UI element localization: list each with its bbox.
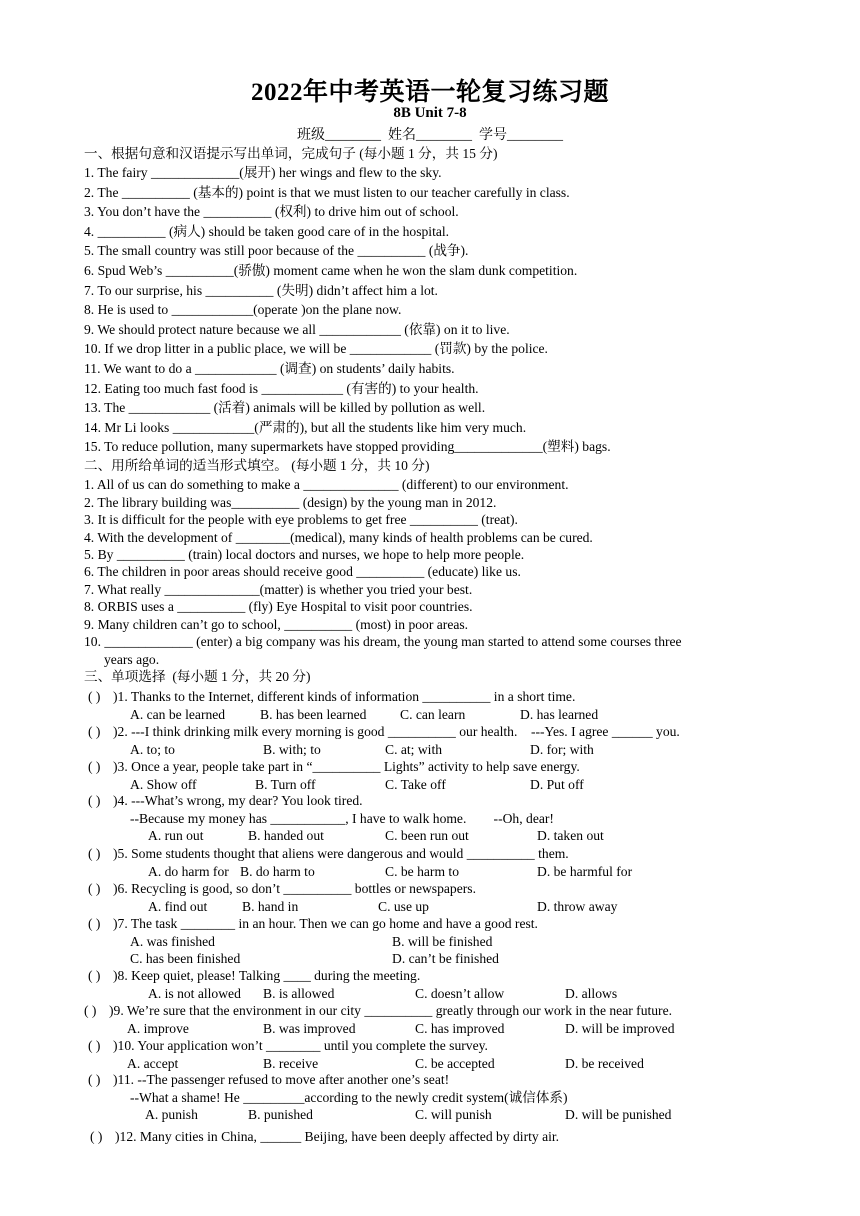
option[interactable]: B. with; to (263, 741, 321, 757)
option[interactable]: A. do harm for (148, 863, 229, 879)
question-stem: )2. ---I think drinking milk every morning is good __________ our health. ---Yes. I agree ______ you. (113, 724, 680, 739)
option[interactable]: B. do harm to (240, 863, 315, 879)
question-stem: )8. Keep quiet, please! Talking ____ during the meeting. (113, 968, 421, 983)
fill-in-sentence: 1. All of us can do something to make a ______________ (different) to our environment. (84, 477, 569, 492)
option[interactable]: D. will be improved (565, 1020, 675, 1036)
answer-blank[interactable]: ( ) (88, 689, 101, 704)
answer-blank[interactable]: ( ) (88, 968, 101, 983)
fill-in-sentence: 8. ORBIS uses a __________ (fly) Eye Hospital to visit poor countries. (84, 599, 473, 614)
option[interactable]: C. be accepted (415, 1055, 495, 1071)
option[interactable]: A. accept (127, 1055, 179, 1071)
option[interactable]: C. be harm to (385, 863, 459, 879)
option[interactable]: B. receive (263, 1055, 319, 1071)
option[interactable]: B. handed out (248, 828, 324, 843)
option[interactable]: B. has been learned (260, 706, 367, 722)
answer-blank[interactable]: ( ) (88, 846, 101, 861)
option[interactable]: A. was finished (130, 933, 215, 949)
answer-blank[interactable]: ( ) (88, 1072, 101, 1087)
option[interactable]: C. has improved (415, 1020, 505, 1036)
option[interactable]: D. has learned (520, 706, 599, 722)
student-info-row: 班级________ 姓名________ 学号________ (297, 128, 563, 143)
option[interactable]: A. punish (145, 1107, 198, 1122)
answer-blank[interactable]: ( ) (88, 724, 101, 739)
question-stem: )10. Your application won’t ________ until you complete the survey. (113, 1038, 488, 1053)
option[interactable]: B. was improved (263, 1020, 356, 1036)
option[interactable]: A. is not allowed (148, 985, 241, 1001)
section-heading: 三、单项选择 (每小题 1 分，共 20 分) (84, 669, 311, 684)
fill-in-sentence: 2. The library building was__________ (design) by the young man in 2012. (84, 495, 497, 510)
fill-in-sentence: 4. With the development of ________(medical), many kinds of health problems can be cured. (84, 530, 593, 545)
fill-in-sentence: 10. If we drop litter in a public place, we will be ____________ (罚款) by the police. (84, 341, 548, 357)
fill-in-sentence: 7. To our surprise, his __________ (失明) didn’t affect him a lot. (84, 282, 438, 298)
option[interactable]: C. will punish (415, 1107, 492, 1122)
option[interactable]: C. at; with (385, 741, 443, 757)
answer-blank[interactable]: ( ) (84, 1003, 97, 1018)
fill-in-sentence: 8. He is used to ____________(operate )on the plane now. (84, 302, 402, 318)
option[interactable]: C. has been finished (130, 951, 241, 966)
option[interactable]: B. hand in (242, 898, 299, 914)
question-stem: )12. Many cities in China, ______ Beijing, have been deeply affected by dirty air. (115, 1129, 560, 1144)
answer-blank[interactable]: ( ) (88, 881, 101, 896)
question-stem: )4. ---What’s wrong, my dear? You look tired. (113, 793, 363, 808)
option[interactable]: C. doesn’t allow (415, 985, 505, 1001)
fill-in-sentence: 6. Spud Web’s __________(骄傲) moment came when he won the slam dunk competition. (84, 263, 578, 278)
option[interactable]: B. Turn off (255, 776, 316, 792)
option[interactable]: D. for; with (530, 741, 594, 757)
option[interactable]: D. will be punished (565, 1107, 672, 1122)
option[interactable]: D. allows (565, 985, 618, 1001)
fill-in-sentence: 6. The children in poor areas should receive good __________ (educate) like us. (84, 564, 521, 579)
page-title: 2022年中考英语一轮复习练习题 (250, 79, 609, 106)
answer-blank[interactable]: ( ) (88, 759, 101, 774)
option[interactable]: C. been run out (385, 828, 469, 843)
question-stem: )11. --The passenger refused to move after another one’s seat! (113, 1072, 450, 1087)
answer-blank[interactable]: ( ) (88, 793, 101, 808)
fill-in-sentence: 12. Eating too much fast food is ____________ (有害的) to your health. (84, 380, 479, 396)
option[interactable]: D. be received (565, 1055, 644, 1071)
unit-subtitle: 8B Unit 7-8 (393, 105, 467, 121)
fill-in-sentence: 3. It is difficult for the people with eye problems to get free __________ (treat). (84, 512, 518, 527)
question-stem: )7. The task ________ in an hour. Then we can go home and have a good rest. (113, 916, 538, 931)
option[interactable]: C. use up (378, 898, 429, 914)
fill-in-sentence: 1. The fairy _____________(展开) her wings and flew to the sky. (84, 165, 442, 180)
question-stem: )1. Thanks to the Internet, different kinds of information __________ in a short time. (113, 689, 576, 704)
fill-in-sentence: 10. _____________ (enter) a big company was his dream, the young man started to attend some courses three (84, 634, 682, 649)
option[interactable]: D. Put off (530, 776, 584, 792)
fill-in-sentence: 5. By __________ (train) local doctors and nurses, we hope to help more people. (84, 547, 525, 562)
question-stem: )5. Some students thought that aliens were dangerous and would __________ them. (113, 846, 569, 861)
option[interactable]: A. find out (148, 898, 208, 914)
question-stem: )6. Recycling is good, so don’t __________ bottles or newspapers. (113, 881, 476, 896)
fill-in-sentence: 11. We want to do a ____________ (调查) on students’ daily habits. (84, 361, 455, 376)
fill-in-sentence: 3. You don’t have the __________ (权利) to drive him out of school. (84, 204, 459, 220)
option[interactable]: A. to; to (130, 741, 175, 757)
option[interactable]: A. can be learned (130, 706, 226, 722)
fill-in-sentence: 7. What really ______________(matter) is whether you tried your best. (84, 582, 473, 597)
fill-in-sentence: 4. __________ (病人) should be taken good care of in the hospital. (84, 223, 450, 239)
fill-in-sentence: 2. The __________ (基本的) point is that we must listen to our teacher carefully in class. (84, 184, 570, 200)
option[interactable]: D. be harmful for (537, 863, 633, 879)
option[interactable]: D. taken out (537, 828, 604, 843)
answer-blank[interactable]: ( ) (88, 916, 101, 931)
option[interactable]: C. can learn (400, 706, 466, 722)
fill-in-sentence: 13. The ____________ (活着) animals will be killed by pollution as well. (84, 400, 486, 416)
option[interactable]: D. can’t be finished (392, 951, 499, 966)
option[interactable]: B. is allowed (263, 985, 335, 1001)
fill-in-sentence-continuation: years ago. (104, 652, 160, 667)
question-dialogue-line: --Because my money has ___________, I have to walk home. --Oh, dear! (130, 810, 554, 826)
fill-in-sentence: 9. We should protect nature because we all ____________ (依靠) on it to live. (84, 321, 510, 337)
section-heading: 一、根据句意和汉语提示写出单词，完成句子 (每小题 1 分，共 15 分) (84, 146, 498, 161)
option[interactable]: D. throw away (537, 898, 618, 914)
answer-blank[interactable]: ( ) (90, 1129, 103, 1144)
answer-blank[interactable]: ( ) (88, 1038, 101, 1053)
fill-in-sentence: 5. The small country was still poor because of the __________ (战争). (84, 243, 469, 259)
question-stem: )9. We’re sure that the environment in our city __________ greatly through our work in the near future. (109, 1003, 673, 1018)
question-dialogue-line: --What a shame! He _________according to the newly credit system(诚信体系) (130, 1089, 568, 1105)
option[interactable]: A. Show off (130, 776, 197, 792)
option[interactable]: B. punished (248, 1107, 313, 1122)
option[interactable]: A. improve (127, 1020, 189, 1036)
fill-in-sentence: 14. Mr Li looks ____________(严肃的), but all the students like him very much. (84, 419, 527, 435)
section-heading: 二、用所给单词的适当形式填空。 (每小题 1 分，共 10 分) (84, 458, 430, 473)
fill-in-sentence: 9. Many children can’t go to school, __________ (most) in poor areas. (84, 617, 469, 632)
option[interactable]: A. run out (148, 828, 204, 843)
fill-in-sentence: 15. To reduce pollution, many supermarkets have stopped providing_____________(塑料) bags. (84, 439, 611, 455)
question-stem: )3. Once a year, people take part in “__________ Lights” activity to help save energy. (113, 759, 580, 774)
option[interactable]: C. Take off (385, 776, 446, 792)
option[interactable]: B. will be finished (392, 933, 493, 949)
